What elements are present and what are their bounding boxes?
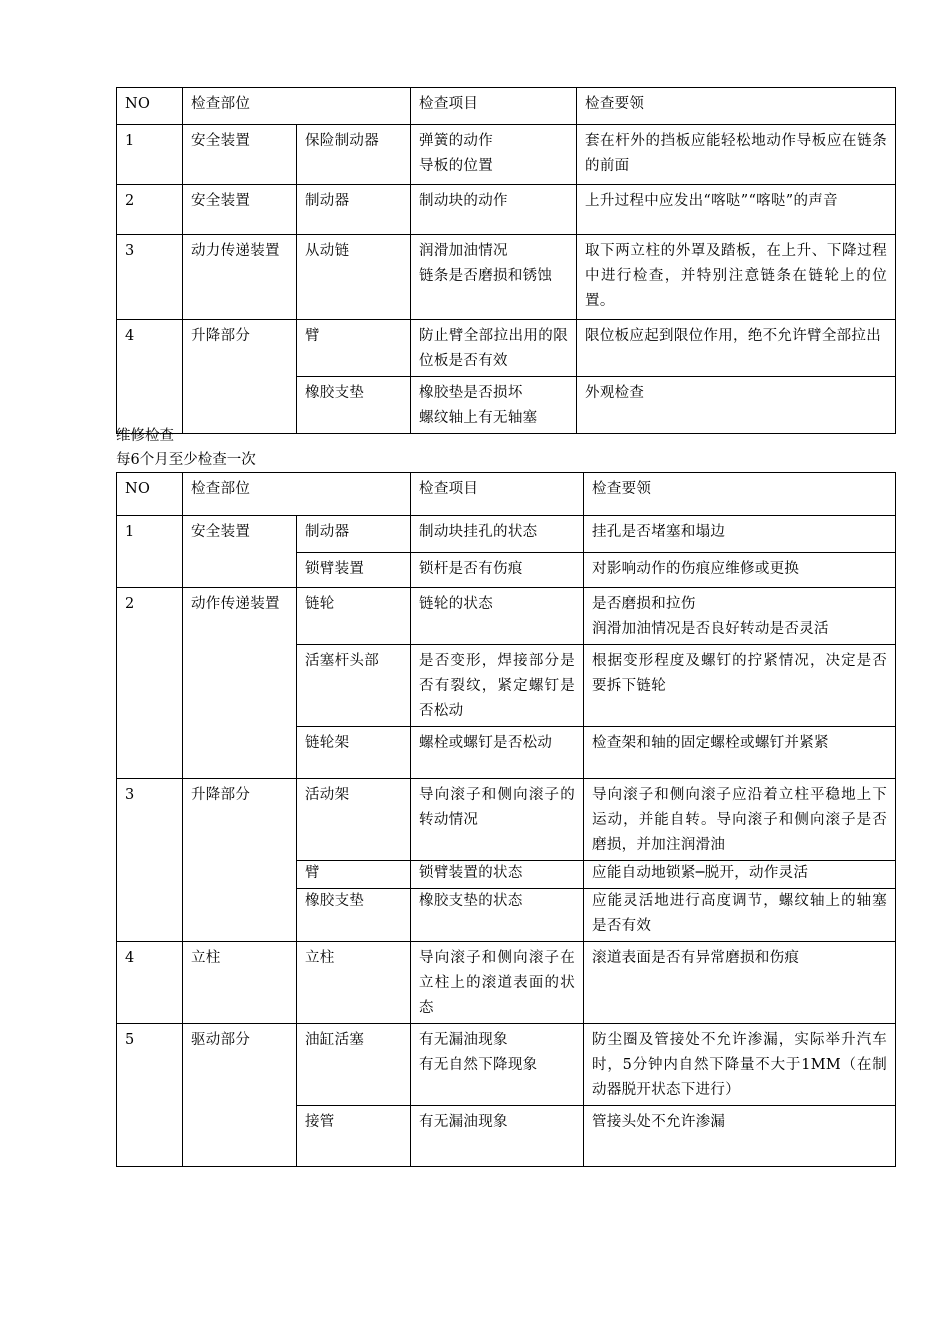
row-no: 2: [117, 588, 183, 779]
row-item: 导向滚子和侧向滚子的转动情况: [411, 779, 584, 861]
row-item: 制动块的动作: [411, 185, 577, 235]
row-item: 有无漏油现象 有无自然下降现象: [411, 1024, 584, 1106]
row-sub: 立柱: [297, 942, 411, 1024]
table-row: [117, 588, 896, 645]
row-part: 安全装置: [183, 516, 297, 588]
row-sub: 活动架: [297, 779, 411, 861]
row-part: 安全装置: [183, 125, 297, 185]
row-no: 3: [117, 779, 183, 942]
header-part: 检查部位: [183, 88, 411, 125]
row-item: 弹簧的动作 导板的位置: [411, 125, 577, 185]
row-sub: 链轮架: [297, 727, 411, 779]
inspection-table-2: [116, 472, 896, 1167]
row-item: 导向滚子和侧向滚子在立柱上的滚道表面的状态: [411, 942, 584, 1024]
row-sub: 臂: [297, 861, 411, 889]
row-sub: 从动链: [297, 235, 411, 320]
row-method: 滚道表面是否有异常磨损和伤痕: [584, 942, 896, 1024]
row-sub: 油缸活塞: [297, 1024, 411, 1106]
row-item: 锁杆是否有伤痕: [411, 553, 584, 588]
header-no: NO: [117, 88, 183, 125]
row-item: 橡胶垫是否损坏 螺纹轴上有无轴塞: [411, 377, 577, 434]
row-item: 防止臂全部拉出用的限位板是否有效: [411, 320, 577, 377]
row-sub: 锁臂装置: [297, 553, 411, 588]
inspection-table-1: [116, 87, 896, 434]
header-part: 检查部位: [183, 473, 411, 516]
row-part: 动作传递装置: [183, 588, 297, 779]
row-part: 动力传递装置: [183, 235, 297, 320]
row-sub: 接管: [297, 1106, 411, 1167]
row-part: 安全装置: [183, 185, 297, 235]
header-method: 检查要领: [577, 88, 896, 125]
row-no: 1: [117, 516, 183, 588]
row-part: 升降部分: [183, 779, 297, 942]
row-sub: 橡胶支垫: [297, 377, 411, 434]
row-item: 润滑加油情况 链条是否磨损和锈蚀: [411, 235, 577, 320]
row-no: 4: [117, 320, 183, 434]
row-no: 5: [117, 1024, 183, 1167]
row-no: 1: [117, 125, 183, 185]
row-method: 对影响动作的伤痕应维修或更换: [584, 553, 896, 588]
row-sub: 保险制动器: [297, 125, 411, 185]
row-item: 橡胶支垫的状态: [411, 889, 584, 942]
row-sub: 制动器: [297, 516, 411, 553]
row-method: 套在杆外的挡板应能轻松地动作导板应在链条的前面: [577, 125, 896, 185]
row-method: 取下两立柱的外罩及踏板，在上升、下降过程中进行检查，并特别注意链条在链轮上的位置。: [577, 235, 896, 320]
header-item: 检查项目: [411, 473, 584, 516]
row-method: 应能灵活地进行高度调节，螺纹轴上的轴塞是否有效: [584, 889, 896, 942]
row-method: 上升过程中应发出“喀哒”“喀哒”的声音: [577, 185, 896, 235]
row-method: 导向滚子和侧向滚子应沿着立柱平稳地上下运动，并能自转。导向滚子和侧向滚子是否磨损，并加注润滑油: [584, 779, 896, 861]
row-part: 升降部分: [183, 320, 297, 434]
row-part: 立柱: [183, 942, 297, 1024]
row-method: 挂孔是否堵塞和塌边: [584, 516, 896, 553]
section-title: 维修检查: [116, 428, 174, 444]
row-sub: 链轮: [297, 588, 411, 645]
row-method: 应能自动地锁紧─脱开，动作灵活: [584, 861, 896, 889]
row-method: 是否磨损和拉伤 润滑加油情况是否良好转动是否灵活: [584, 588, 896, 645]
row-sub: 橡胶支垫: [297, 889, 411, 942]
row-method: 管接头处不允许渗漏: [584, 1106, 896, 1167]
table-row: [117, 125, 896, 185]
row-sub: 制动器: [297, 185, 411, 235]
row-item: 锁臂装置的状态: [411, 861, 584, 889]
row-item: 螺栓或螺钉是否松动: [411, 727, 584, 779]
row-method: 外观检查: [577, 377, 896, 434]
table-row: [117, 942, 896, 1024]
table-row: [117, 320, 896, 377]
header-method: 检查要领: [584, 473, 896, 516]
row-item: 是否变形，焊接部分是否有裂纹，紧定螺钉是否松动: [411, 645, 584, 727]
row-item: 有无漏油现象: [411, 1106, 584, 1167]
row-method: 检查架和轴的固定螺栓或螺钉并紧紧: [584, 727, 896, 779]
row-item: 制动块挂孔的状态: [411, 516, 584, 553]
table-row: [117, 1024, 896, 1106]
row-part: 驱动部分: [183, 1024, 297, 1167]
inspection-interval: 每6个月至少检查一次: [116, 452, 256, 468]
row-no: 4: [117, 942, 183, 1024]
row-no: 2: [117, 185, 183, 235]
table-row: [117, 779, 896, 861]
row-no: 3: [117, 235, 183, 320]
table-header-row: [117, 88, 896, 125]
table-row: [117, 235, 896, 320]
header-no: NO: [117, 473, 183, 516]
row-method: 根据变形程度及螺钉的拧紧情况，决定是否要拆下链轮: [584, 645, 896, 727]
row-method: 限位板应起到限位作用，绝不允许臂全部拉出: [577, 320, 896, 377]
row-item: 链轮的状态: [411, 588, 584, 645]
row-sub: 臂: [297, 320, 411, 377]
header-item: 检查项目: [411, 88, 577, 125]
table-row: [117, 185, 896, 235]
row-method: 防尘圈及管接处不允许渗漏，实际举升汽车时，5分钟内自然下降量不大于1MM（在制动器脱开状态下进行）: [584, 1024, 896, 1106]
table-row: [117, 516, 896, 553]
table-header-row: [117, 473, 896, 516]
row-sub: 活塞杆头部: [297, 645, 411, 727]
